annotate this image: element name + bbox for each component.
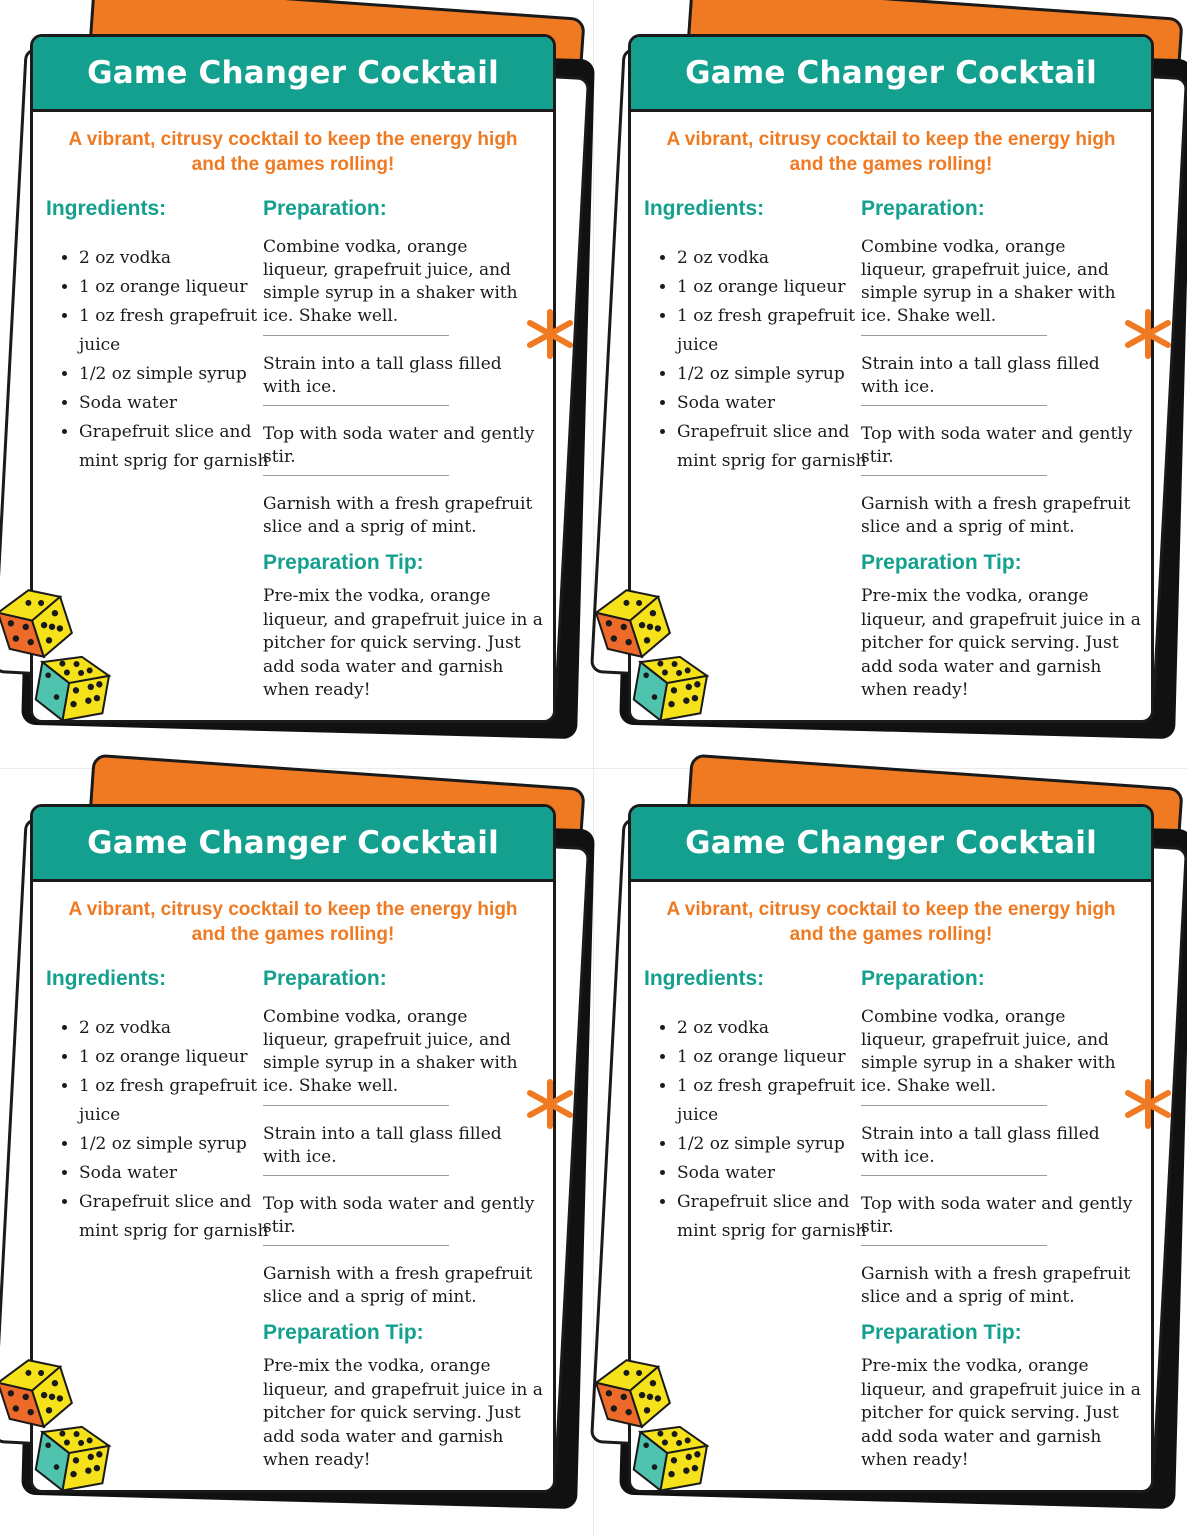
card-title: Game Changer Cocktail	[87, 55, 499, 91]
title-banner	[631, 37, 1151, 112]
tip-text: Pre-mix the vodka, orange liqueur, and grapefruit juice in a pitcher for quick serving. Just add soda water and garnish when ready!	[861, 585, 1141, 703]
preparation-heading: Preparation:	[861, 967, 985, 991]
orange-asterisk-icon	[522, 306, 578, 362]
die-bottom	[33, 1420, 111, 1497]
recipe-card-slot-4	[598, 770, 1187, 1538]
die-top	[592, 1352, 674, 1436]
step-divider	[263, 405, 449, 406]
ingredient-item: • Soda water	[79, 389, 274, 418]
preparation-heading: Preparation:	[861, 197, 985, 221]
card-subtitle: A vibrant, citrusy cocktail to keep the energy high and the games rolling!	[63, 127, 523, 177]
ingredient-item: • Grapefruit slice and mint sprig for garnish	[677, 1188, 872, 1246]
ingredient-item: • 1/2 oz simple syrup	[677, 360, 872, 389]
preparation-step: Combine vodka, orange liqueur, grapefruit juice, and simple syrup in a shaker with ice. Shake well.	[861, 1006, 1136, 1098]
die-bottom	[631, 650, 709, 727]
ingredient-item: • Grapefruit slice and mint sprig for garnish	[79, 1188, 274, 1246]
dice-pair-icon	[0, 572, 124, 732]
card-subtitle: A vibrant, citrusy cocktail to keep the energy high and the games rolling!	[661, 127, 1121, 177]
step-divider	[861, 335, 1047, 336]
ingredient-item: • 1/2 oz simple syrup	[79, 360, 274, 389]
card-subtitle: A vibrant, citrusy cocktail to keep the energy high and the games rolling!	[63, 897, 523, 947]
preparation-step: Garnish with a fresh grapefruit slice and a sprig of mint.	[263, 1263, 538, 1309]
tip-heading: Preparation Tip:	[263, 551, 424, 575]
step-divider	[263, 335, 449, 336]
tip-text: Pre-mix the vodka, orange liqueur, and grapefruit juice in a pitcher for quick serving. Just add soda water and garnish when ready!	[263, 1355, 543, 1473]
card-title: Game Changer Cocktail	[87, 825, 499, 861]
preparation-heading: Preparation:	[263, 197, 387, 221]
ingredient-item: • 1 oz fresh grapefruit juice	[79, 1072, 274, 1130]
preparation-step: Combine vodka, orange liqueur, grapefruit juice, and simple syrup in a shaker with ice. Shake well.	[861, 236, 1136, 328]
recipe-card-slot-2	[598, 0, 1187, 768]
die-top	[0, 582, 76, 666]
ingredient-item: • 1 oz orange liqueur	[79, 273, 274, 302]
dice-pair-icon	[592, 1342, 722, 1502]
tip-heading: Preparation Tip:	[861, 1321, 1022, 1345]
preparation-step: Top with soda water and gently stir.	[263, 1193, 538, 1239]
ingredient-item: • 1/2 oz simple syrup	[79, 1130, 274, 1159]
dice-pair-icon	[592, 572, 722, 732]
ingredient-item: • 1 oz fresh grapefruit juice	[79, 302, 274, 360]
ingredient-item: • 2 oz vodka	[677, 1014, 872, 1043]
ingredient-item: • 1 oz orange liqueur	[677, 1043, 872, 1072]
ingredient-item: • 2 oz vodka	[79, 244, 274, 273]
ingredients-heading: Ingredients:	[46, 967, 166, 991]
ingredient-item: • 1 oz orange liqueur	[677, 273, 872, 302]
preparation-step: Garnish with a fresh grapefruit slice and a sprig of mint.	[263, 493, 538, 539]
card-subtitle: A vibrant, citrusy cocktail to keep the energy high and the games rolling!	[661, 897, 1121, 947]
step-divider	[263, 1175, 449, 1176]
card-title: Game Changer Cocktail	[685, 825, 1097, 861]
die-top	[592, 582, 674, 666]
ingredients-list	[649, 244, 872, 476]
preparation-step: Strain into a tall glass filled with ice.	[861, 1123, 1136, 1169]
title-banner	[631, 807, 1151, 882]
die-bottom	[631, 1420, 709, 1497]
preparation-step: Top with soda water and gently stir.	[263, 423, 538, 469]
ingredient-item: • 2 oz vodka	[79, 1014, 274, 1043]
ingredient-item: • 1 oz fresh grapefruit juice	[677, 1072, 872, 1130]
die-top	[0, 1352, 76, 1436]
preparation-step: Strain into a tall glass filled with ice.	[263, 1123, 538, 1169]
dice-pair-icon	[0, 1342, 124, 1502]
preparation-step: Garnish with a fresh grapefruit slice and a sprig of mint.	[861, 1263, 1136, 1309]
preparation-step: Combine vodka, orange liqueur, grapefruit juice, and simple syrup in a shaker with ice. Shake well.	[263, 236, 538, 328]
step-divider	[263, 1245, 449, 1246]
ingredient-item: • 1/2 oz simple syrup	[677, 1130, 872, 1159]
ingredients-list	[649, 1014, 872, 1246]
step-divider	[861, 475, 1047, 476]
orange-asterisk-icon	[1120, 1076, 1176, 1132]
ingredient-item: • 2 oz vodka	[677, 244, 872, 273]
title-banner	[33, 807, 553, 882]
tip-text: Pre-mix the vodka, orange liqueur, and grapefruit juice in a pitcher for quick serving. Just add soda water and garnish when ready!	[263, 585, 543, 703]
ingredient-item: • Soda water	[79, 1159, 274, 1188]
recipe-card-slot-3	[0, 770, 593, 1538]
ingredient-item: • Soda water	[677, 1159, 872, 1188]
preparation-step: Top with soda water and gently stir.	[861, 423, 1136, 469]
step-divider	[263, 1105, 449, 1106]
preparation-step: Top with soda water and gently stir.	[861, 1193, 1136, 1239]
orange-asterisk-icon	[522, 1076, 578, 1132]
die-bottom	[33, 650, 111, 727]
preparation-step: Strain into a tall glass filled with ice.	[861, 353, 1136, 399]
ingredient-item: • 1 oz fresh grapefruit juice	[677, 302, 872, 360]
ingredient-item: • Grapefruit slice and mint sprig for garnish	[79, 418, 274, 476]
ingredients-list	[51, 244, 274, 476]
ingredients-list	[51, 1014, 274, 1246]
step-divider	[263, 475, 449, 476]
step-divider	[861, 1105, 1047, 1106]
preparation-step: Garnish with a fresh grapefruit slice and a sprig of mint.	[861, 493, 1136, 539]
tip-text: Pre-mix the vodka, orange liqueur, and grapefruit juice in a pitcher for quick serving. Just add soda water and garnish when ready!	[861, 1355, 1141, 1473]
preparation-step: Strain into a tall glass filled with ice.	[263, 353, 538, 399]
ingredients-heading: Ingredients:	[644, 967, 764, 991]
title-banner	[33, 37, 553, 112]
orange-asterisk-icon	[1120, 306, 1176, 362]
tip-heading: Preparation Tip:	[263, 1321, 424, 1345]
recipe-card-slot-1	[0, 0, 593, 768]
ingredients-heading: Ingredients:	[644, 197, 764, 221]
ingredient-item: • Grapefruit slice and mint sprig for garnish	[677, 418, 872, 476]
ingredients-heading: Ingredients:	[46, 197, 166, 221]
step-divider	[861, 405, 1047, 406]
ingredient-item: • 1 oz orange liqueur	[79, 1043, 274, 1072]
ingredient-item: • Soda water	[677, 389, 872, 418]
card-title: Game Changer Cocktail	[685, 55, 1097, 91]
preparation-heading: Preparation:	[263, 967, 387, 991]
step-divider	[861, 1175, 1047, 1176]
tip-heading: Preparation Tip:	[861, 551, 1022, 575]
step-divider	[861, 1245, 1047, 1246]
preparation-step: Combine vodka, orange liqueur, grapefruit juice, and simple syrup in a shaker with ice. Shake well.	[263, 1006, 538, 1098]
